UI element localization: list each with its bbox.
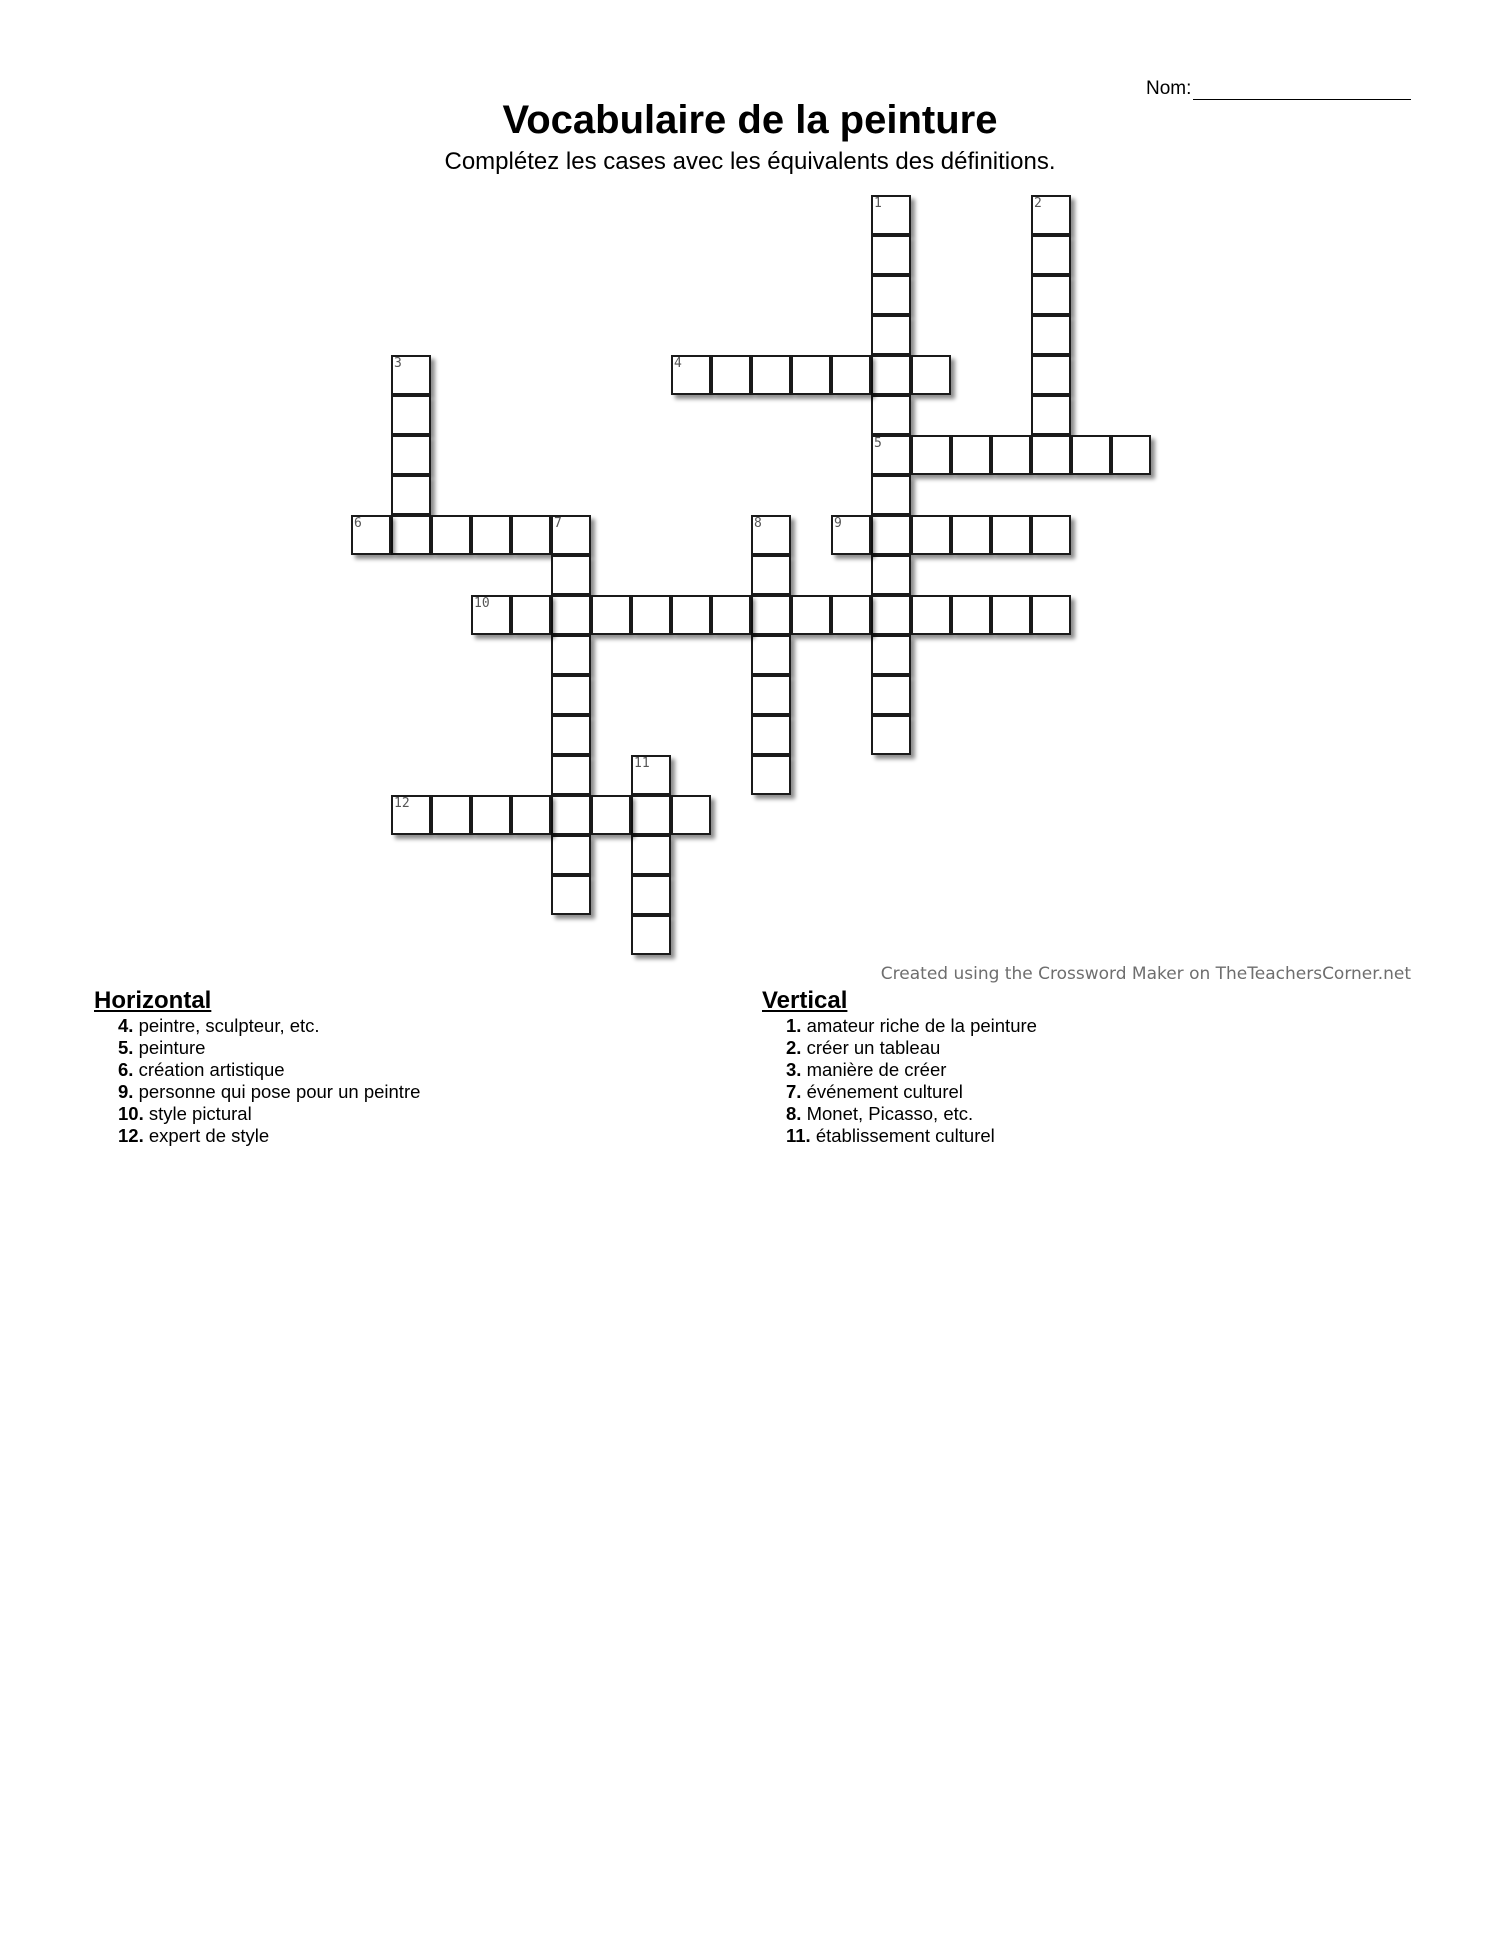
crossword-cell[interactable] bbox=[511, 515, 551, 555]
crossword-cell[interactable] bbox=[951, 435, 991, 475]
crossword-cell[interactable] bbox=[911, 595, 951, 635]
crossword-cell[interactable] bbox=[911, 435, 951, 475]
crossword-cell[interactable] bbox=[751, 515, 791, 555]
crossword-cell[interactable] bbox=[751, 595, 791, 635]
clue-number: 11 bbox=[634, 756, 650, 771]
crossword-cell[interactable] bbox=[1031, 355, 1071, 395]
clue-number: 10 bbox=[474, 596, 490, 611]
crossword-cell[interactable] bbox=[391, 355, 431, 395]
crossword-cell[interactable] bbox=[1031, 195, 1071, 235]
crossword-cell[interactable] bbox=[671, 355, 711, 395]
crossword-cell[interactable] bbox=[671, 795, 711, 835]
crossword-cell[interactable] bbox=[1031, 235, 1071, 275]
clue-text: amateur riche de la peinture bbox=[801, 1015, 1037, 1036]
clue-number: 3 bbox=[394, 356, 402, 371]
crossword-cell[interactable] bbox=[871, 315, 911, 355]
crossword-cell[interactable] bbox=[871, 275, 911, 315]
crossword-cell[interactable] bbox=[751, 635, 791, 675]
clue-number: 7. bbox=[786, 1081, 802, 1102]
clue-number: 2. bbox=[786, 1037, 802, 1058]
clue-number: 6. bbox=[118, 1059, 134, 1080]
crossword-cell[interactable] bbox=[1031, 315, 1071, 355]
clue-item bbox=[786, 1081, 1037, 1103]
crossword-cell[interactable] bbox=[751, 715, 791, 755]
crossword-cell[interactable] bbox=[1031, 595, 1071, 635]
clue-item bbox=[786, 1103, 1037, 1125]
clue-number: 5. bbox=[118, 1037, 134, 1058]
crossword-cell[interactable] bbox=[911, 515, 951, 555]
clue-number: 4 bbox=[674, 356, 682, 371]
crossword-cell[interactable] bbox=[511, 795, 551, 835]
crossword-cell[interactable] bbox=[751, 355, 791, 395]
page-title: Vocabulaire de la peinture bbox=[502, 98, 998, 142]
crossword-cell[interactable] bbox=[591, 795, 631, 835]
crossword-cell[interactable] bbox=[551, 755, 591, 795]
clue-text: peinture bbox=[133, 1037, 206, 1058]
crossword-cell[interactable] bbox=[1071, 435, 1111, 475]
clue-number: 3. bbox=[786, 1059, 802, 1080]
clue-text: création artistique bbox=[133, 1059, 285, 1080]
crossword-cell[interactable] bbox=[751, 755, 791, 795]
crossword-cell[interactable] bbox=[751, 555, 791, 595]
clue-number: 8 bbox=[754, 516, 762, 531]
crossword-cell[interactable] bbox=[711, 355, 751, 395]
crossword-cell[interactable] bbox=[1111, 435, 1151, 475]
crossword-cell[interactable] bbox=[551, 515, 591, 555]
crossword-cell[interactable] bbox=[471, 795, 511, 835]
crossword-cell[interactable] bbox=[471, 515, 511, 555]
crossword-cell[interactable] bbox=[1031, 275, 1071, 315]
clue-number: 9. bbox=[118, 1081, 134, 1102]
crossword-cell[interactable] bbox=[551, 635, 591, 675]
clue-text: style pictural bbox=[143, 1103, 252, 1124]
crossword-cell[interactable] bbox=[551, 795, 591, 835]
clue-number: 4. bbox=[118, 1015, 134, 1036]
crossword-cell[interactable] bbox=[551, 835, 591, 875]
crossword-cell[interactable] bbox=[871, 555, 911, 595]
crossword-cell[interactable] bbox=[631, 755, 671, 795]
clue-item bbox=[118, 1081, 420, 1103]
down-clues bbox=[762, 987, 1037, 1147]
clue-number: 6 bbox=[354, 516, 362, 531]
clue-item bbox=[118, 1015, 420, 1037]
crossword-cell[interactable] bbox=[551, 715, 591, 755]
crossword-cell[interactable] bbox=[751, 675, 791, 715]
clue-text: Monet, Picasso, etc. bbox=[801, 1103, 974, 1124]
crossword-cell[interactable] bbox=[391, 795, 431, 835]
crossword-cell[interactable] bbox=[671, 595, 711, 635]
crossword-cell[interactable] bbox=[791, 355, 831, 395]
clue-number: 1 bbox=[874, 196, 882, 211]
crossword-cell[interactable] bbox=[591, 595, 631, 635]
crossword-cell[interactable] bbox=[511, 595, 551, 635]
crossword-cell[interactable] bbox=[871, 395, 911, 435]
clue-number: 7 bbox=[554, 516, 562, 531]
crossword-cell[interactable] bbox=[871, 475, 911, 515]
clue-number: 12 bbox=[394, 796, 410, 811]
down-list bbox=[762, 1015, 1037, 1147]
clue-item bbox=[786, 1059, 1037, 1081]
crossword-cell[interactable] bbox=[991, 435, 1031, 475]
crossword-cell[interactable] bbox=[831, 355, 871, 395]
clue-number: 1. bbox=[786, 1015, 802, 1036]
clue-item bbox=[118, 1059, 420, 1081]
across-list bbox=[94, 1015, 420, 1147]
across-heading: Horizontal bbox=[94, 987, 212, 1014]
crossword-cell[interactable] bbox=[551, 595, 591, 635]
clue-number: 9 bbox=[834, 516, 842, 531]
crossword-cell[interactable] bbox=[871, 355, 911, 395]
clue-item bbox=[786, 1037, 1037, 1059]
crossword-cell[interactable] bbox=[951, 595, 991, 635]
clue-number: 11. bbox=[786, 1125, 811, 1146]
clue-text: personne qui pose pour un peintre bbox=[133, 1081, 421, 1102]
crossword-cell[interactable] bbox=[551, 675, 591, 715]
clue-item bbox=[118, 1125, 420, 1147]
crossword-cell[interactable] bbox=[871, 595, 911, 635]
crossword-cell[interactable] bbox=[1031, 395, 1071, 435]
crossword-cell[interactable] bbox=[871, 235, 911, 275]
clue-item bbox=[118, 1103, 420, 1125]
clue-item bbox=[786, 1015, 1037, 1037]
credit-line: Created using the Crossword Maker on TheTeachersCorner.net bbox=[880, 964, 1411, 984]
crossword-cell[interactable] bbox=[831, 595, 871, 635]
clue-number: 5 bbox=[874, 436, 882, 451]
crossword-cell[interactable] bbox=[911, 355, 951, 395]
clue-text: expert de style bbox=[143, 1125, 270, 1146]
crossword-cell[interactable] bbox=[1031, 515, 1071, 555]
clue-text: manière de créer bbox=[801, 1059, 947, 1080]
crossword-cell[interactable] bbox=[551, 875, 591, 915]
crossword-cell[interactable] bbox=[1031, 435, 1071, 475]
crossword-cell[interactable] bbox=[711, 595, 751, 635]
crossword-cell[interactable] bbox=[631, 835, 671, 875]
crossword-cell[interactable] bbox=[871, 515, 911, 555]
crossword-cell[interactable] bbox=[991, 595, 1031, 635]
name-label: Nom: bbox=[1146, 78, 1192, 99]
crossword-cell[interactable] bbox=[351, 515, 391, 555]
crossword-cell[interactable] bbox=[871, 435, 911, 475]
clue-number: 12. bbox=[118, 1125, 144, 1146]
clue-item bbox=[118, 1037, 420, 1059]
crossword-cell[interactable] bbox=[391, 435, 431, 475]
clue-number: 8. bbox=[786, 1103, 802, 1124]
crossword-cell[interactable] bbox=[551, 555, 591, 595]
crossword-cell[interactable] bbox=[831, 515, 871, 555]
crossword-cell[interactable] bbox=[871, 195, 911, 235]
down-heading: Vertical bbox=[762, 987, 848, 1014]
crossword-cell[interactable] bbox=[391, 515, 431, 555]
crossword-cell[interactable] bbox=[631, 595, 671, 635]
clue-number: 10. bbox=[118, 1103, 144, 1124]
across-clues bbox=[94, 987, 420, 1147]
clue-text: peintre, sculpteur, etc. bbox=[133, 1015, 320, 1036]
crossword-cell[interactable] bbox=[391, 475, 431, 515]
crossword-cell[interactable] bbox=[871, 635, 911, 675]
crossword-cell[interactable] bbox=[791, 595, 831, 635]
clue-text: événement culturel bbox=[801, 1081, 963, 1102]
crossword-cell[interactable] bbox=[471, 595, 511, 635]
clue-text: établissement culturel bbox=[810, 1125, 995, 1146]
crossword-cell[interactable] bbox=[951, 515, 991, 555]
clue-text: créer un tableau bbox=[801, 1037, 941, 1058]
clue-number: 2 bbox=[1034, 196, 1042, 211]
crossword-cell[interactable] bbox=[991, 515, 1031, 555]
crossword-cell[interactable] bbox=[631, 795, 671, 835]
crossword-cell[interactable] bbox=[431, 515, 471, 555]
crossword-cell[interactable] bbox=[631, 875, 671, 915]
crossword-cell[interactable] bbox=[391, 395, 431, 435]
crossword-cell[interactable] bbox=[631, 915, 671, 955]
page-subtitle: Complétez les cases avec les équivalents des définitions. bbox=[444, 148, 1056, 175]
clue-item bbox=[786, 1125, 1037, 1147]
crossword-cell[interactable] bbox=[871, 675, 911, 715]
crossword-cell[interactable] bbox=[871, 715, 911, 755]
crossword-cell[interactable] bbox=[431, 795, 471, 835]
